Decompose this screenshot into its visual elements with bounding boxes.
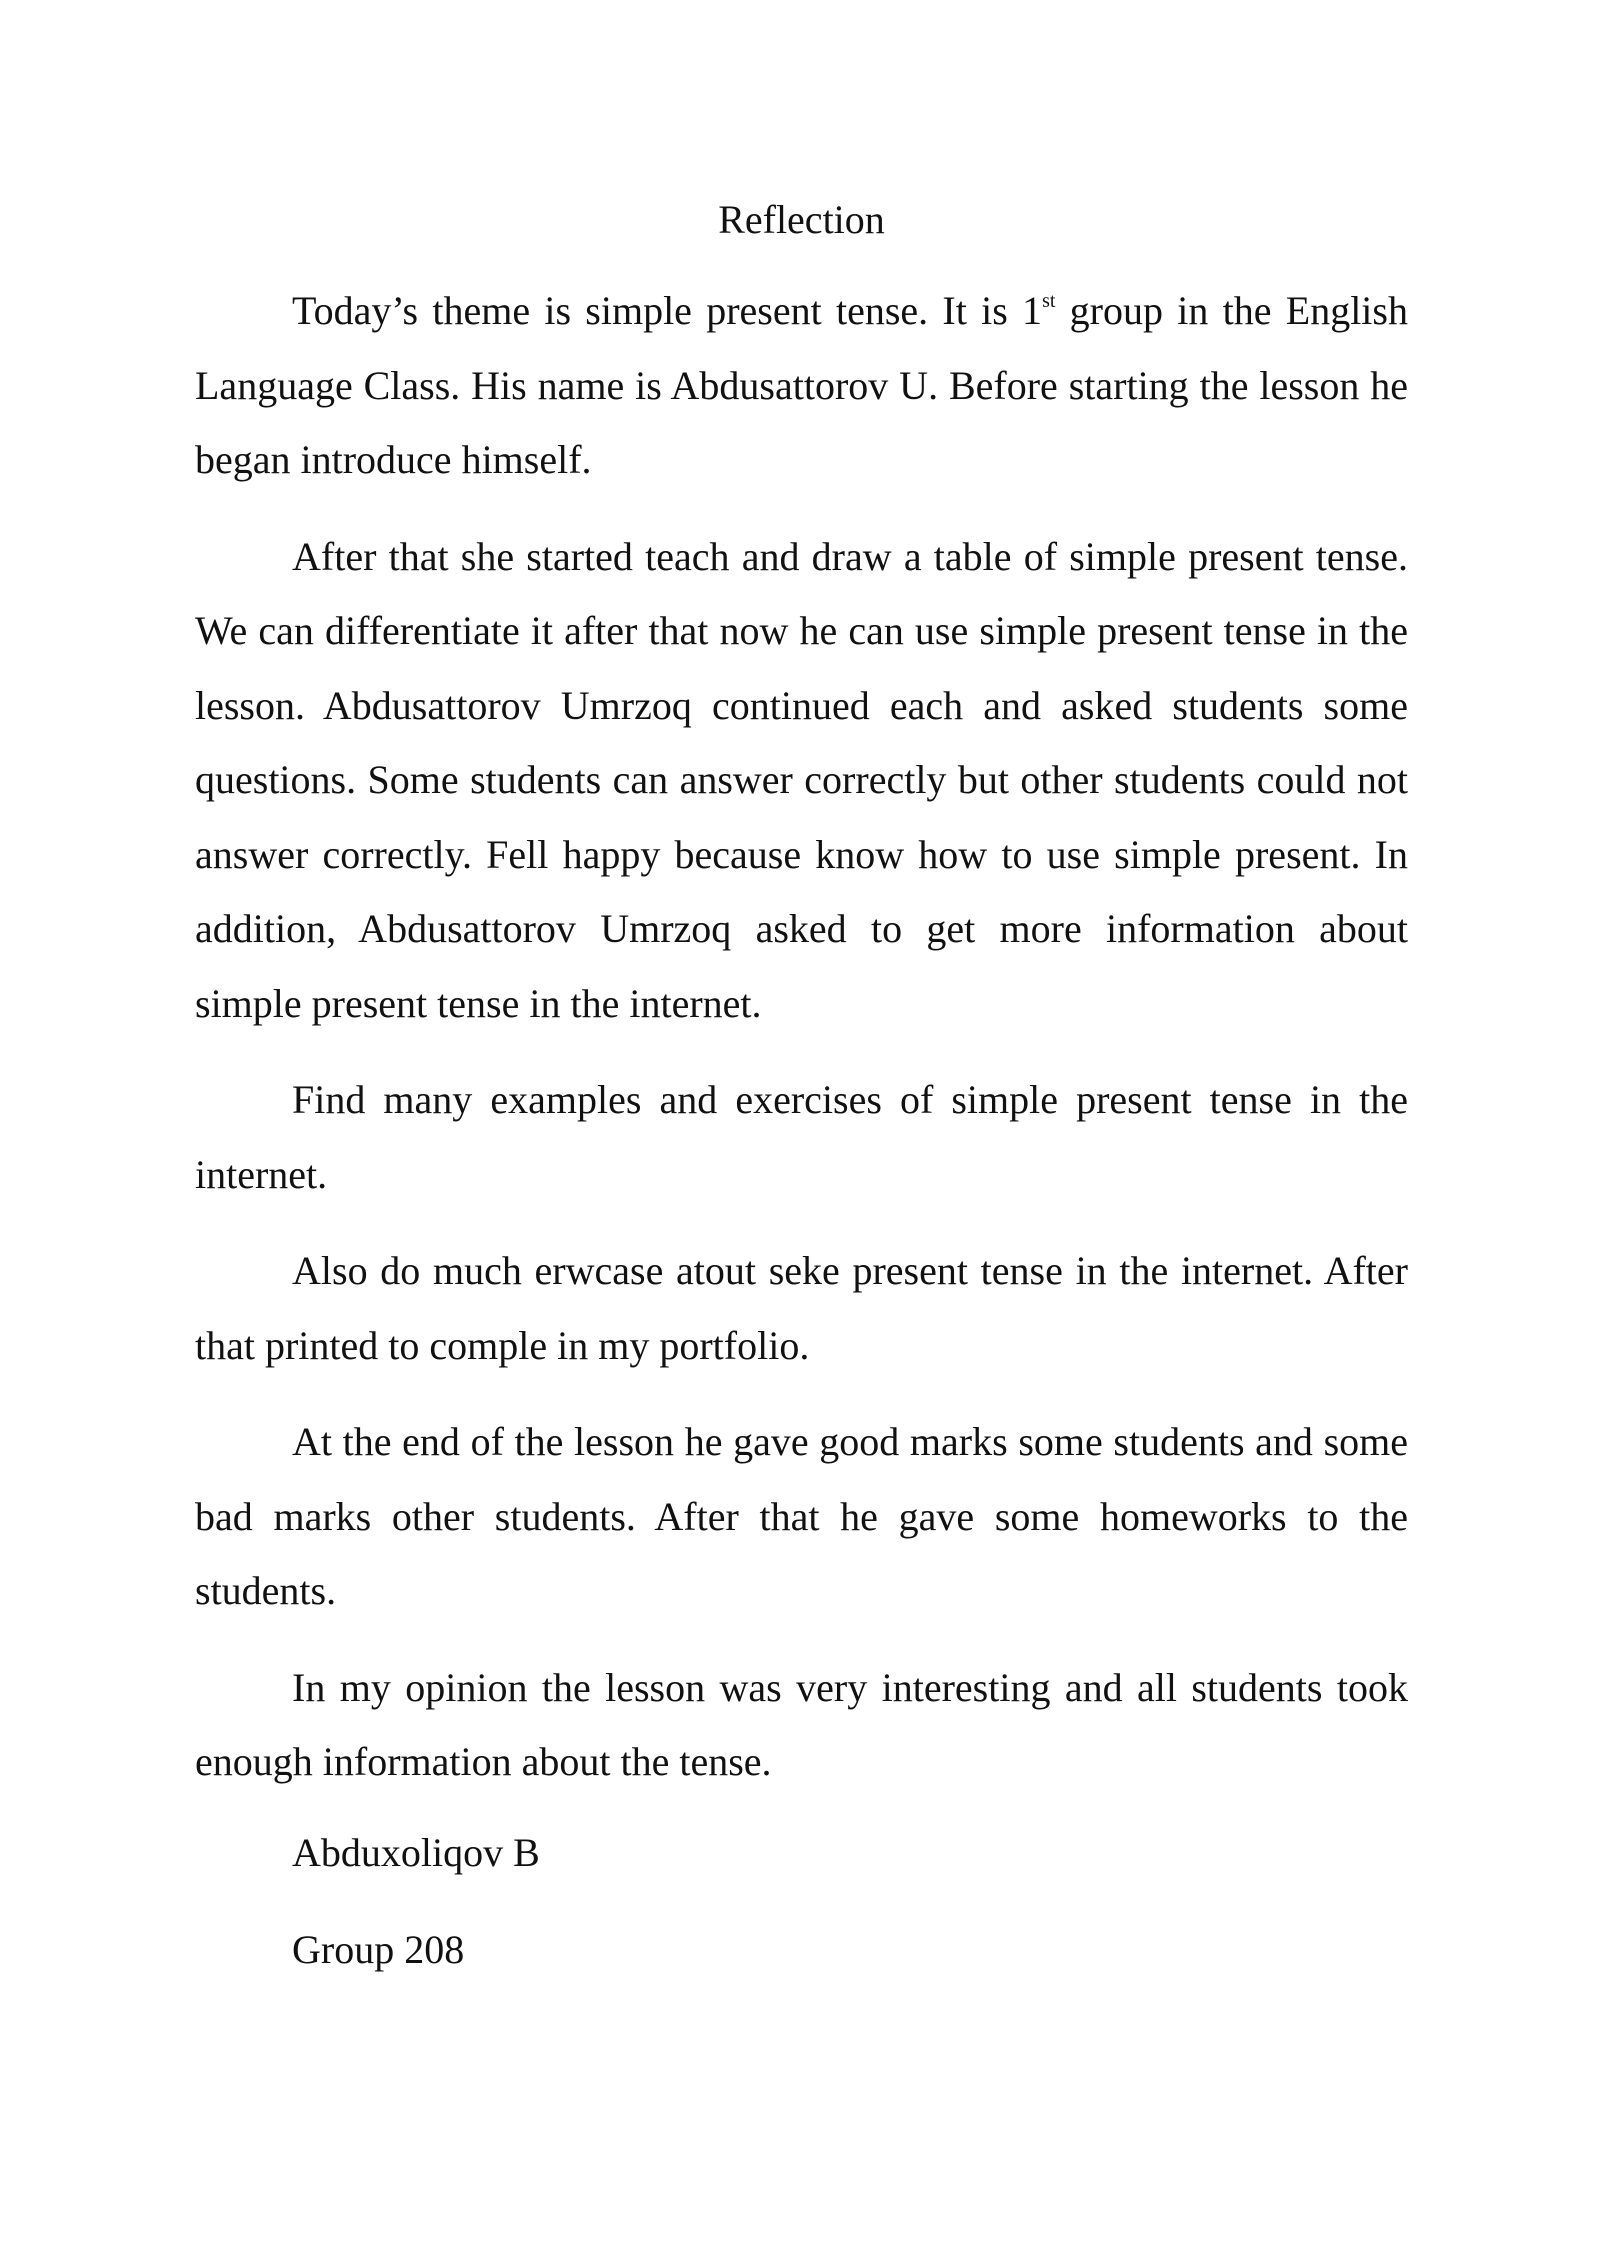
- paragraph-3: Find many examples and exercises of simple present tense in the internet.: [195, 1077, 1408, 1197]
- paragraph-1-text-end: group in the English Language Class. His name is Abdusattorov U. Before starting the lesson he began introduce himself.: [195, 288, 1408, 482]
- paragraph-5: At the end of the lesson he gave good marks some students and some bad marks other students. After that he gave some homeworks to the students.: [195, 1419, 1408, 1613]
- document-title: Reflection: [718, 197, 885, 242]
- author-name: Abduxoliqov B: [292, 1829, 540, 1875]
- paragraph-1: [195, 274, 1408, 498]
- group-number: Group 208: [292, 1926, 465, 1972]
- paragraph-6: In my opinion the lesson was very interesting and all students took enough information about the tense.: [195, 1664, 1408, 1784]
- ordinal-suffix: st: [1042, 290, 1056, 312]
- paragraph-4: Also do much erwcase atout seke present tense in the internet. After that printed to comple in my portfolio.: [195, 1248, 1408, 1368]
- document-body: [195, 190, 1408, 2016]
- paragraph-1-text-start: Today’s theme is simple present tense. It is 1: [292, 288, 1043, 333]
- paragraph-2: After that she started teach and draw a table of simple present tense. We can differentiate it after that now he can use simple present tense in the lesson. Abdusattorov Umrzoq continued each and asked students some questions. Some students can answer correctly but other students could not answer correctly. Fell happy because know how to use simple present. In addition, Abdusattorov Umrzoq asked to get more information about simple present tense in the internet.: [195, 533, 1408, 1026]
